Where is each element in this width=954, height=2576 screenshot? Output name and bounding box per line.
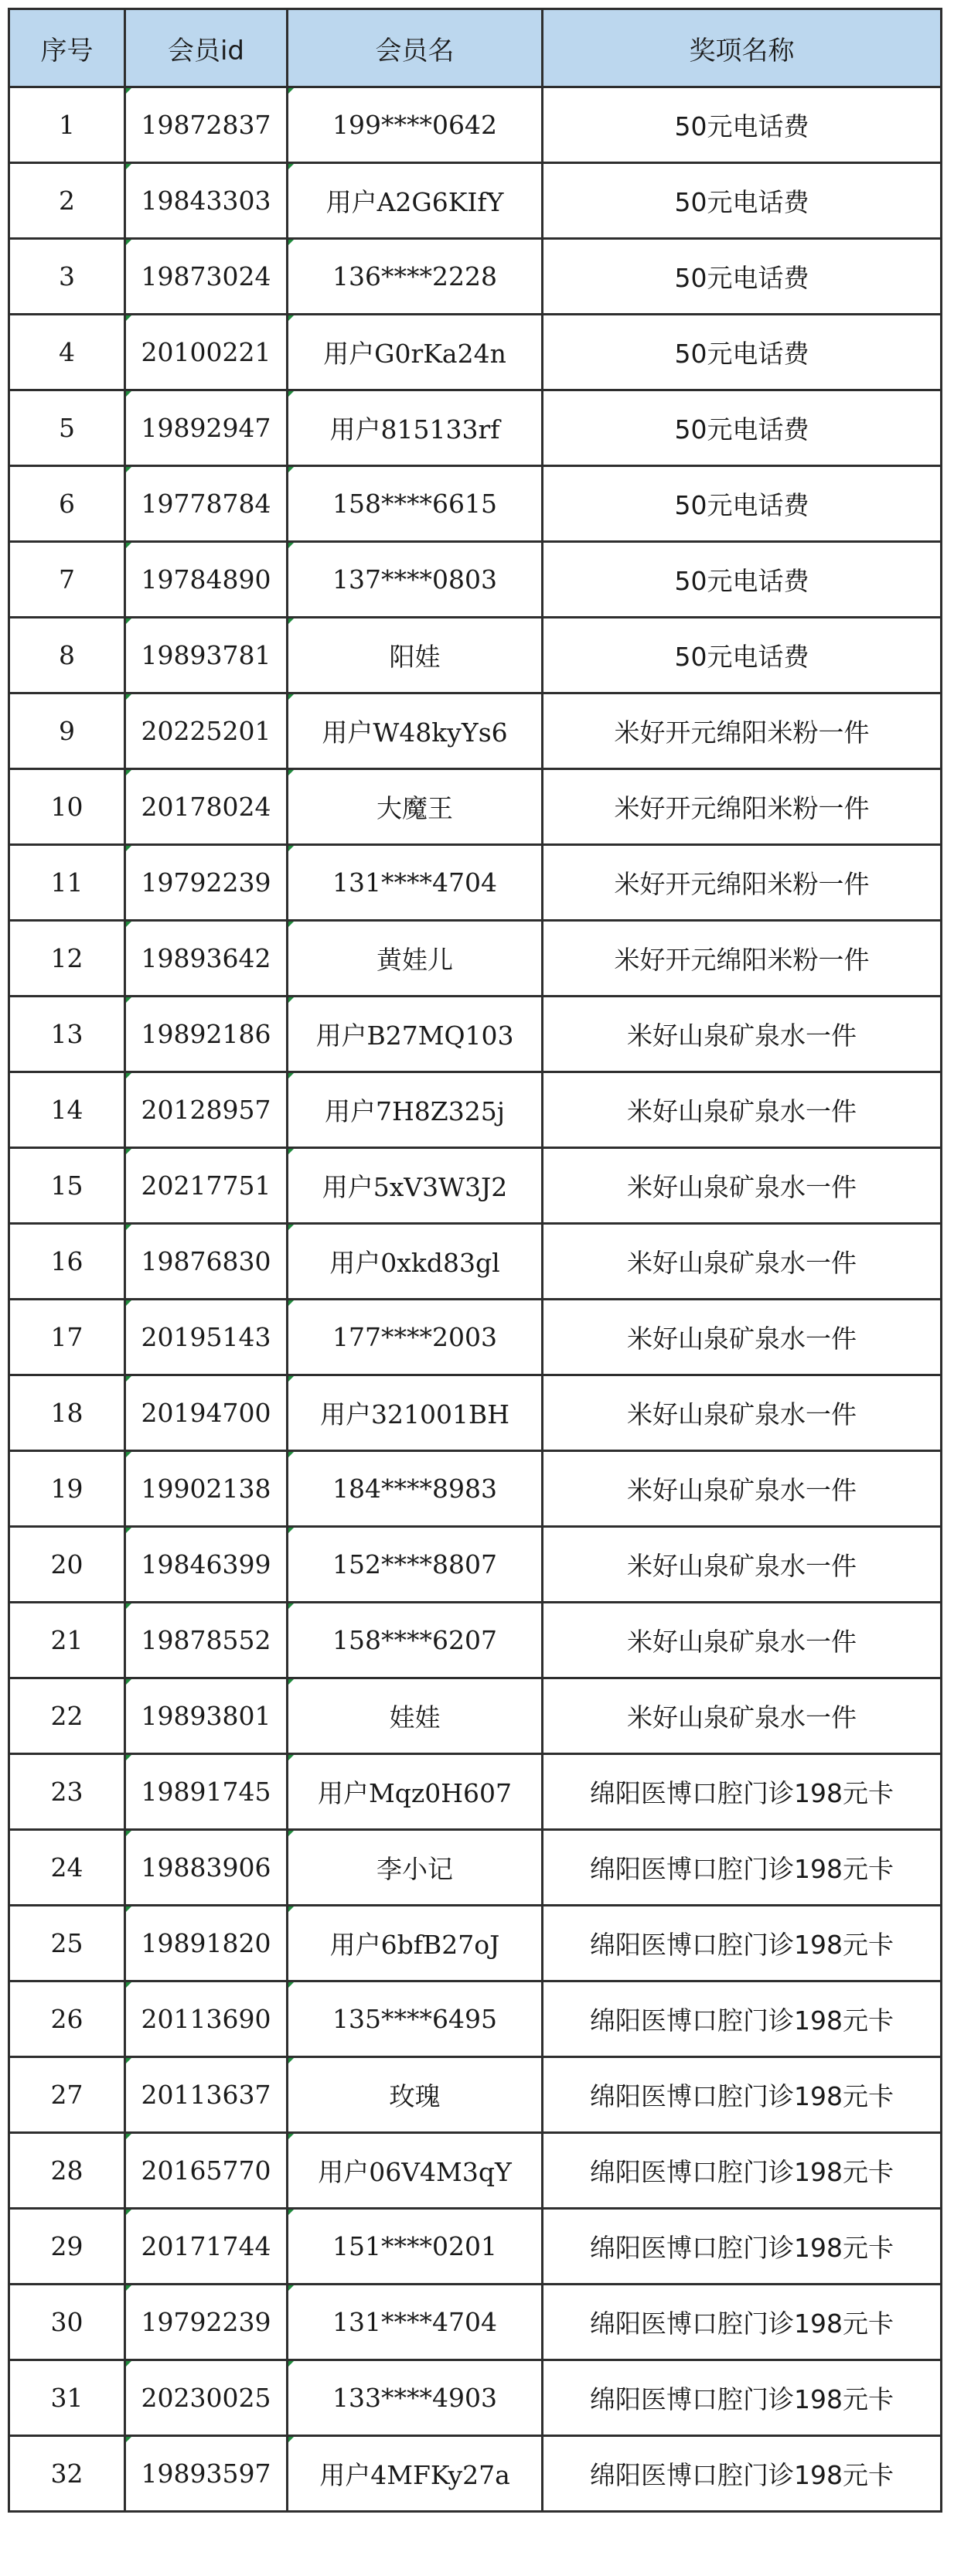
- table-row: [9, 618, 942, 693]
- table-row: [9, 1830, 942, 1906]
- index-cell: 26: [9, 1981, 125, 2057]
- index-cell: 2: [9, 163, 125, 239]
- table-row: [9, 2285, 942, 2360]
- table-row: [9, 1678, 942, 1754]
- table-row: [9, 921, 942, 997]
- index-cell: 8: [9, 618, 125, 693]
- prize-name-cell: 50元电话费: [543, 87, 942, 163]
- prize-name-cell: 绵阳医博口腔门诊198元卡: [543, 1754, 942, 1830]
- index-cell: 29: [9, 2209, 125, 2285]
- member-name-cell: 151****0201: [288, 2209, 543, 2285]
- member-id-cell: 19876830: [125, 1224, 288, 1300]
- member-id-cell: 20113690: [125, 1981, 288, 2057]
- index-cell: 3: [9, 239, 125, 315]
- member-id-cell: 20217751: [125, 1148, 288, 1224]
- index-cell: 25: [9, 1906, 125, 1981]
- index-cell: 5: [9, 390, 125, 466]
- member-name-cell: 136****2228: [288, 239, 543, 315]
- member-name-cell: 用户0xkd83gl: [288, 1224, 543, 1300]
- member-id-cell: 19792239: [125, 2285, 288, 2360]
- member-id-cell: 20128957: [125, 1072, 288, 1148]
- table-row: [9, 997, 942, 1072]
- prize-name-cell: 米好开元绵阳米粉一件: [543, 921, 942, 997]
- member-name-cell: 用户06V4M3qY: [288, 2133, 543, 2209]
- member-name-cell: 李小记: [288, 1830, 543, 1906]
- index-cell: 27: [9, 2057, 125, 2133]
- member-name-cell: 用户B27MQ103: [288, 997, 543, 1072]
- prize-name-cell: 米好山泉矿泉水一件: [543, 1375, 942, 1451]
- table-row: [9, 1224, 942, 1300]
- prize-name-cell: 绵阳医博口腔门诊198元卡: [543, 2285, 942, 2360]
- member-name-cell: 用户815133rf: [288, 390, 543, 466]
- index-cell: 32: [9, 2436, 125, 2512]
- member-id-cell: 19784890: [125, 542, 288, 618]
- member-id-cell: 20178024: [125, 769, 288, 845]
- member-id-cell: 19902138: [125, 1451, 288, 1527]
- winners-table: [8, 8, 942, 2513]
- member-name-cell: 用户Mqz0H607: [288, 1754, 543, 1830]
- header-row: [9, 9, 942, 87]
- member-name-cell: 133****4903: [288, 2360, 543, 2436]
- member-id-cell: 19893597: [125, 2436, 288, 2512]
- member-name-cell: 158****6615: [288, 466, 543, 542]
- prize-name-cell: 绵阳医博口腔门诊198元卡: [543, 2057, 942, 2133]
- table-row: [9, 1981, 942, 2057]
- member-id-cell: 20171744: [125, 2209, 288, 2285]
- table-row: [9, 769, 942, 845]
- index-cell: 15: [9, 1148, 125, 1224]
- table-row: [9, 2436, 942, 2512]
- member-name-cell: 131****4704: [288, 845, 543, 921]
- index-cell: 19: [9, 1451, 125, 1527]
- prize-name-cell: 米好山泉矿泉水一件: [543, 1300, 942, 1375]
- member-name-cell: 用户321001BH: [288, 1375, 543, 1451]
- member-id-cell: 19878552: [125, 1603, 288, 1678]
- index-cell: 30: [9, 2285, 125, 2360]
- member-id-cell: 20165770: [125, 2133, 288, 2209]
- member-name-cell: 用户6bfB27oJ: [288, 1906, 543, 1981]
- prize-name-cell: 绵阳医博口腔门诊198元卡: [543, 2133, 942, 2209]
- index-cell: 4: [9, 315, 125, 390]
- prize-name-cell: 绵阳医博口腔门诊198元卡: [543, 2360, 942, 2436]
- prize-name-cell: 50元电话费: [543, 239, 942, 315]
- member-id-cell: 19872837: [125, 87, 288, 163]
- table-row: [9, 239, 942, 315]
- table-row: [9, 390, 942, 466]
- prize-name-cell: 米好开元绵阳米粉一件: [543, 693, 942, 769]
- index-cell: 6: [9, 466, 125, 542]
- member-name-cell: 152****8807: [288, 1527, 543, 1603]
- prize-name-cell: 米好山泉矿泉水一件: [543, 1527, 942, 1603]
- member-id-cell: 19892947: [125, 390, 288, 466]
- member-id-cell: 20194700: [125, 1375, 288, 1451]
- index-cell: 13: [9, 997, 125, 1072]
- prize-name-cell: 米好山泉矿泉水一件: [543, 1224, 942, 1300]
- prize-name-cell: 米好山泉矿泉水一件: [543, 1072, 942, 1148]
- member-id-cell: 20100221: [125, 315, 288, 390]
- table-row: [9, 1603, 942, 1678]
- prize-name-cell: 50元电话费: [543, 390, 942, 466]
- prize-name-cell: 绵阳医博口腔门诊198元卡: [543, 1981, 942, 2057]
- member-name-cell: 用户A2G6KIfY: [288, 163, 543, 239]
- prize-name-cell: 50元电话费: [543, 163, 942, 239]
- table-row: [9, 542, 942, 618]
- member-name-cell: 用户7H8Z325j: [288, 1072, 543, 1148]
- table-row: [9, 87, 942, 163]
- prize-name-cell: 米好山泉矿泉水一件: [543, 1148, 942, 1224]
- table-row: [9, 1906, 942, 1981]
- index-cell: 18: [9, 1375, 125, 1451]
- table-row: [9, 2209, 942, 2285]
- table-row: [9, 1148, 942, 1224]
- prize-name-cell: 绵阳医博口腔门诊198元卡: [543, 2436, 942, 2512]
- member-id-cell: 19892186: [125, 997, 288, 1072]
- table-row: [9, 845, 942, 921]
- member-name-cell: 184****8983: [288, 1451, 543, 1527]
- member-id-cell: 19846399: [125, 1527, 288, 1603]
- index-cell: 1: [9, 87, 125, 163]
- col-header-member-name: 会员名: [288, 9, 543, 87]
- prize-name-cell: 米好山泉矿泉水一件: [543, 997, 942, 1072]
- member-name-cell: 用户4MFKy27a: [288, 2436, 543, 2512]
- member-name-cell: 用户W48kyYs6: [288, 693, 543, 769]
- member-name-cell: 大魔王: [288, 769, 543, 845]
- member-id-cell: 19873024: [125, 239, 288, 315]
- table-row: [9, 1300, 942, 1375]
- member-name-cell: 玫瑰: [288, 2057, 543, 2133]
- member-id-cell: 19778784: [125, 466, 288, 542]
- prize-name-cell: 绵阳医博口腔门诊198元卡: [543, 2209, 942, 2285]
- prize-name-cell: 米好山泉矿泉水一件: [543, 1451, 942, 1527]
- member-id-cell: 19891745: [125, 1754, 288, 1830]
- member-id-cell: 19893781: [125, 618, 288, 693]
- index-cell: 28: [9, 2133, 125, 2209]
- table-row: [9, 315, 942, 390]
- table-row: [9, 466, 942, 542]
- member-id-cell: 19883906: [125, 1830, 288, 1906]
- prize-name-cell: 米好山泉矿泉水一件: [543, 1603, 942, 1678]
- index-cell: 10: [9, 769, 125, 845]
- member-name-cell: 137****0803: [288, 542, 543, 618]
- member-id-cell: 20195143: [125, 1300, 288, 1375]
- table-row: [9, 1527, 942, 1603]
- member-id-cell: 19843303: [125, 163, 288, 239]
- member-name-cell: 阳娃: [288, 618, 543, 693]
- index-cell: 31: [9, 2360, 125, 2436]
- index-cell: 12: [9, 921, 125, 997]
- index-cell: 16: [9, 1224, 125, 1300]
- prize-name-cell: 50元电话费: [543, 618, 942, 693]
- table-row: [9, 2133, 942, 2209]
- member-name-cell: 135****6495: [288, 1981, 543, 2057]
- index-cell: 21: [9, 1603, 125, 1678]
- table-header: [9, 9, 942, 87]
- member-name-cell: 199****0642: [288, 87, 543, 163]
- member-name-cell: 用户G0rKa24n: [288, 315, 543, 390]
- member-id-cell: 19893801: [125, 1678, 288, 1754]
- index-cell: 23: [9, 1754, 125, 1830]
- member-id-cell: 20230025: [125, 2360, 288, 2436]
- table-row: [9, 2057, 942, 2133]
- index-cell: 24: [9, 1830, 125, 1906]
- table-row: [9, 2360, 942, 2436]
- member-name-cell: 177****2003: [288, 1300, 543, 1375]
- member-id-cell: 19893642: [125, 921, 288, 997]
- member-id-cell: 19891820: [125, 1906, 288, 1981]
- member-id-cell: 20225201: [125, 693, 288, 769]
- member-name-cell: 用户5xV3W3J2: [288, 1148, 543, 1224]
- member-name-cell: 158****6207: [288, 1603, 543, 1678]
- index-cell: 14: [9, 1072, 125, 1148]
- member-id-cell: 19792239: [125, 845, 288, 921]
- prize-name-cell: 50元电话费: [543, 466, 942, 542]
- member-name-cell: 娃娃: [288, 1678, 543, 1754]
- index-cell: 22: [9, 1678, 125, 1754]
- prize-name-cell: 绵阳医博口腔门诊198元卡: [543, 1830, 942, 1906]
- index-cell: 20: [9, 1527, 125, 1603]
- prize-name-cell: 米好开元绵阳米粉一件: [543, 769, 942, 845]
- table-row: [9, 1451, 942, 1527]
- prize-name-cell: 50元电话费: [543, 542, 942, 618]
- member-name-cell: 黄娃儿: [288, 921, 543, 997]
- col-header-prize-name: 奖项名称: [543, 9, 942, 87]
- index-cell: 7: [9, 542, 125, 618]
- table-row: [9, 163, 942, 239]
- table-row: [9, 693, 942, 769]
- member-name-cell: 131****4704: [288, 2285, 543, 2360]
- table-row: [9, 1375, 942, 1451]
- col-header-member-id: 会员id: [125, 9, 288, 87]
- prize-name-cell: 绵阳医博口腔门诊198元卡: [543, 1906, 942, 1981]
- col-header-index: 序号: [9, 9, 125, 87]
- index-cell: 9: [9, 693, 125, 769]
- table-row: [9, 1754, 942, 1830]
- prize-name-cell: 50元电话费: [543, 315, 942, 390]
- index-cell: 11: [9, 845, 125, 921]
- index-cell: 17: [9, 1300, 125, 1375]
- prize-name-cell: 米好山泉矿泉水一件: [543, 1678, 942, 1754]
- table-body: [9, 87, 942, 2512]
- member-id-cell: 20113637: [125, 2057, 288, 2133]
- prize-name-cell: 米好开元绵阳米粉一件: [543, 845, 942, 921]
- table-row: [9, 1072, 942, 1148]
